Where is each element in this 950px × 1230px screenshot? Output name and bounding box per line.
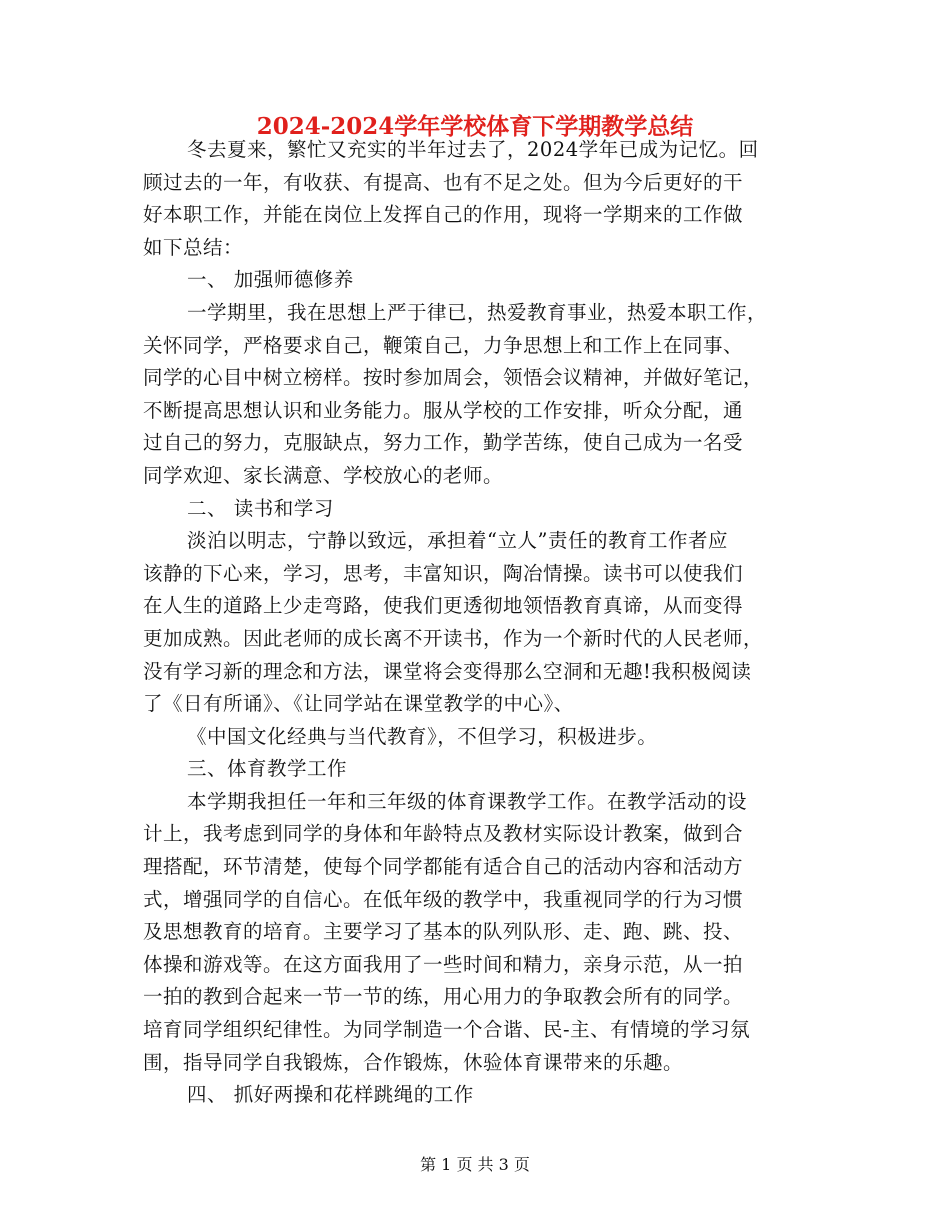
body-line: 冬去夏来，繁忙又充实的半年过去了，2024学年已成为记忆。回 (187, 138, 759, 161)
body-line: 关怀同学，严格要求自己，鞭策自己，力争思想上和工作上在同事、 (143, 333, 744, 357)
body-line: 三、体育教学工作 (187, 757, 348, 781)
body-line: 一拍的教到合起来一节一节的练，用心用力的争取教会所有的同学。 (143, 985, 744, 1009)
body-line: 《中国文化经典与当代教育》，不但学习，积极进步。 (187, 724, 658, 748)
body-line: 计上，我考虑到同学的身体和年龄特点及教材实际设计教案，做到合 (143, 822, 744, 846)
body-line: 体操和游戏等。在这方面我用了一些时间和精力，亲身示范，从一拍 (143, 952, 744, 976)
body-line: 了《日有所诵》、《让同学站在课堂教学的中心》、 (143, 692, 574, 716)
body-line: 在人生的道路上少走弯路，使我们更透彻地领悟教育真谛，从而变得 (143, 594, 744, 618)
body-line: 如下总结： (143, 235, 244, 259)
body-line: 好本职工作，并能在岗位上发挥自己的作用，现将一学期来的工作做 (143, 203, 744, 227)
document-title: 2024-2024学年学校体育下学期教学总结 (256, 113, 694, 140)
page-footer: 第 1 页 共 3 页 (420, 1155, 530, 1174)
body-line: 培育同学组织纪律性。为同学制造一个合谐、民-主、有情境的学习氛 (143, 1018, 751, 1042)
body-line: 及思想教育的培育。主要学习了基本的队列队形、走、跑、跳、投、 (143, 920, 744, 944)
body-line: 顾过去的一年，有收获、有提高、也有不足之处。但为今后更好的干 (143, 170, 744, 194)
body-line: 同学的心目中树立榜样。按时参加周会，领悟会议精神，并做好笔记， (143, 366, 764, 390)
body-line: 一学期里，我在思想上严于律已，热爱教育事业，热爱本职工作， (187, 300, 768, 324)
body-line: 该静的下心来，学习，思考，丰富知识，陶冶情操。读书可以使我们 (143, 561, 744, 585)
document-body (143, 134, 813, 1112)
body-line: 本学期我担任一年和三年级的体育课教学工作。在教学活动的设 (187, 789, 748, 813)
body-line: 同学欢迎、家长满意、学校放心的老师。 (143, 463, 504, 487)
body-line: 四、 抓好两操和花样跳绳的工作 (187, 1083, 474, 1107)
body-line: 一、 加强师德修养 (187, 268, 354, 292)
body-line: 没有学习新的理念和方法，课堂将会变得那么空洞和无趣!我积极阅读 (143, 659, 752, 683)
body-line: 不断提高思想认识和业务能力。服从学校的工作安排，听众分配，通 (143, 398, 744, 422)
body-line: 围，指导同学自我锻炼，合作锻炼，休验体育课带来的乐趣。 (143, 1050, 684, 1074)
body-line: 淡泊以明志，宁静以致远，承担着“立人”责任的教育工作者应 (187, 529, 728, 553)
body-line: 理搭配，环节清楚，使每个同学都能有适合自己的活动内容和活动方 (143, 855, 744, 879)
body-line: 更加成熟。因此老师的成长离不开读书，作为一个新时代的人民老师， (143, 626, 764, 650)
body-line: 过自己的努力，克服缺点，努力工作，勤学苦练，使自己成为一名受 (143, 431, 744, 455)
body-line: 式，增强同学的自信心。在低年级的教学中，我重视同学的行为习惯 (143, 887, 744, 911)
body-line: 二、 读书和学习 (187, 496, 334, 520)
